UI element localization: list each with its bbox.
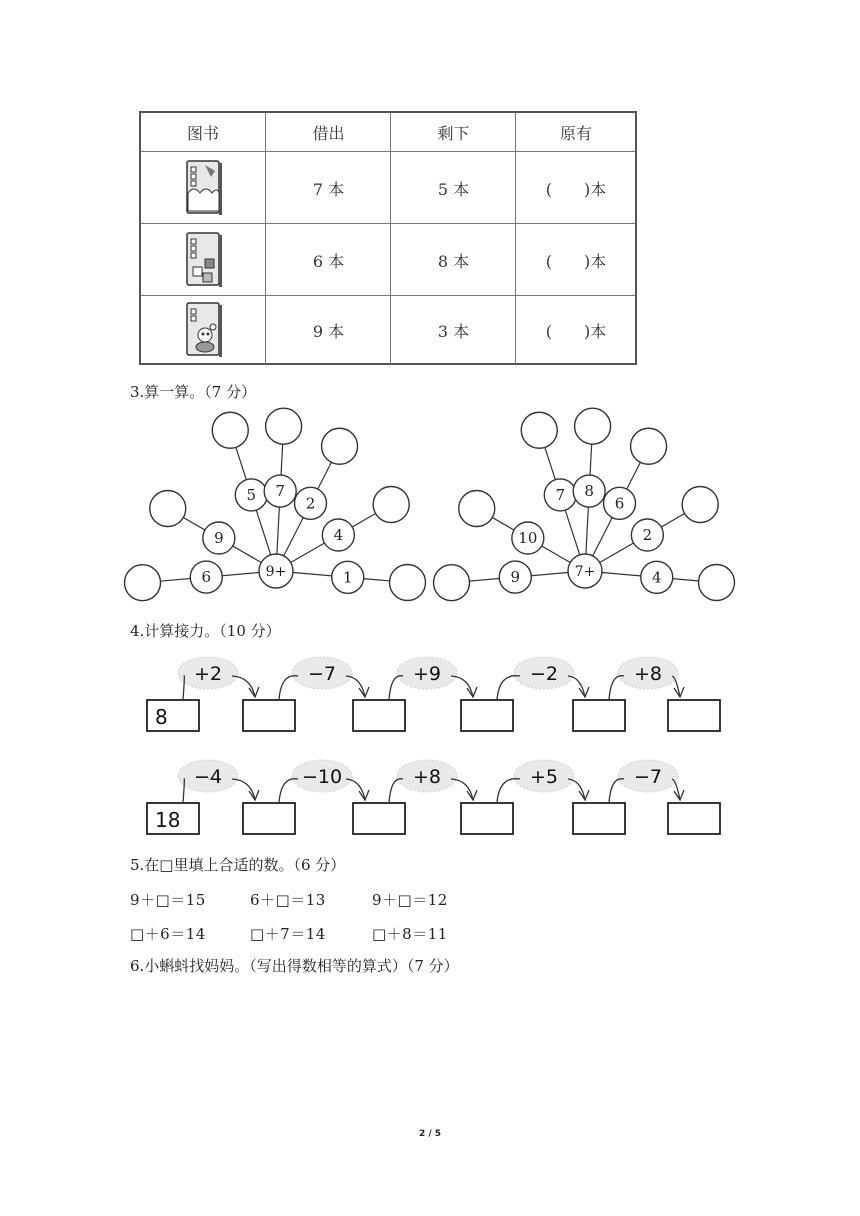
- original-blank[interactable]: ( )本: [515, 224, 636, 296]
- fan-number: 7: [275, 482, 285, 501]
- equation: □＋7＝14: [250, 925, 326, 943]
- equation: 9＋□＝12: [372, 891, 448, 909]
- relay-chain: [147, 760, 720, 834]
- original-blank[interactable]: ( )本: [515, 152, 636, 224]
- equation: 6＋□＝13: [250, 891, 326, 909]
- fan-center-label: 7+: [574, 564, 596, 580]
- fan-center-label: 9+: [265, 564, 287, 580]
- equation: 9＋□＝15: [130, 891, 206, 909]
- q4-title: 4.计算接力。（10 分）: [130, 622, 281, 640]
- fan-number: 5: [246, 485, 257, 504]
- answer-box[interactable]: [573, 700, 625, 731]
- operation-label: −7: [307, 663, 337, 685]
- fan-number: 9: [214, 529, 224, 547]
- fan-number: 9: [510, 568, 521, 587]
- header-books: 图书: [186, 123, 219, 143]
- answer-box[interactable]: [353, 700, 405, 731]
- header-original: 原有: [515, 113, 636, 151]
- fan-number: 2: [305, 494, 316, 513]
- answer-box[interactable]: [573, 803, 625, 834]
- relay-chain: [147, 657, 720, 731]
- answer-box[interactable]: [668, 700, 720, 731]
- fan-number: 4: [651, 568, 662, 587]
- left-value: 5 本: [390, 152, 516, 224]
- operation-label: +8: [412, 766, 442, 788]
- fan-number: 2: [642, 526, 653, 544]
- start-number: 8: [155, 705, 168, 729]
- page-number: 2 / 5: [418, 1129, 442, 1139]
- answer-box[interactable]: [461, 700, 513, 731]
- fan-number: 1: [342, 568, 353, 587]
- header-left: 剩下: [390, 113, 516, 151]
- equation: □＋6＝14: [130, 925, 206, 943]
- lent-value: 7 本: [265, 152, 391, 224]
- fan-number: 10: [518, 529, 538, 547]
- operation-label: +5: [529, 766, 559, 788]
- operation-label: −2: [529, 663, 559, 685]
- operation-label: +9: [412, 663, 442, 685]
- start-number: 18: [155, 808, 181, 832]
- fan-number: 7: [555, 485, 566, 504]
- answer-box[interactable]: [243, 700, 295, 731]
- left-value: 3 本: [390, 296, 516, 364]
- q5-title: 5.在□里填上合适的数。（6 分）: [130, 856, 346, 874]
- fan-number: 4: [333, 526, 344, 544]
- q6-title: 6.小蝌蚪找妈妈。（写出得数相等的算式）（7 分）: [130, 957, 459, 975]
- left-value: 8 本: [390, 224, 516, 296]
- operation-label: −7: [633, 766, 663, 788]
- answer-box[interactable]: [243, 803, 295, 834]
- header-lent: 借出: [265, 113, 391, 151]
- fan-number: 6: [614, 494, 625, 513]
- operation-label: +2: [193, 663, 223, 685]
- fan-number: 8: [584, 482, 594, 501]
- operation-label: −10: [301, 766, 343, 788]
- answer-box[interactable]: [353, 803, 405, 834]
- original-blank[interactable]: ( )本: [515, 296, 636, 364]
- answer-box[interactable]: [461, 803, 513, 834]
- operation-label: −4: [193, 766, 223, 788]
- fan-number: 6: [201, 568, 212, 587]
- lent-value: 9 本: [265, 296, 391, 364]
- q3-title: 3.算一算。（7 分）: [130, 383, 257, 401]
- equation: □＋8＝11: [372, 925, 448, 943]
- operation-label: +8: [633, 663, 663, 685]
- lent-value: 6 本: [265, 224, 391, 296]
- answer-box[interactable]: [668, 803, 720, 834]
